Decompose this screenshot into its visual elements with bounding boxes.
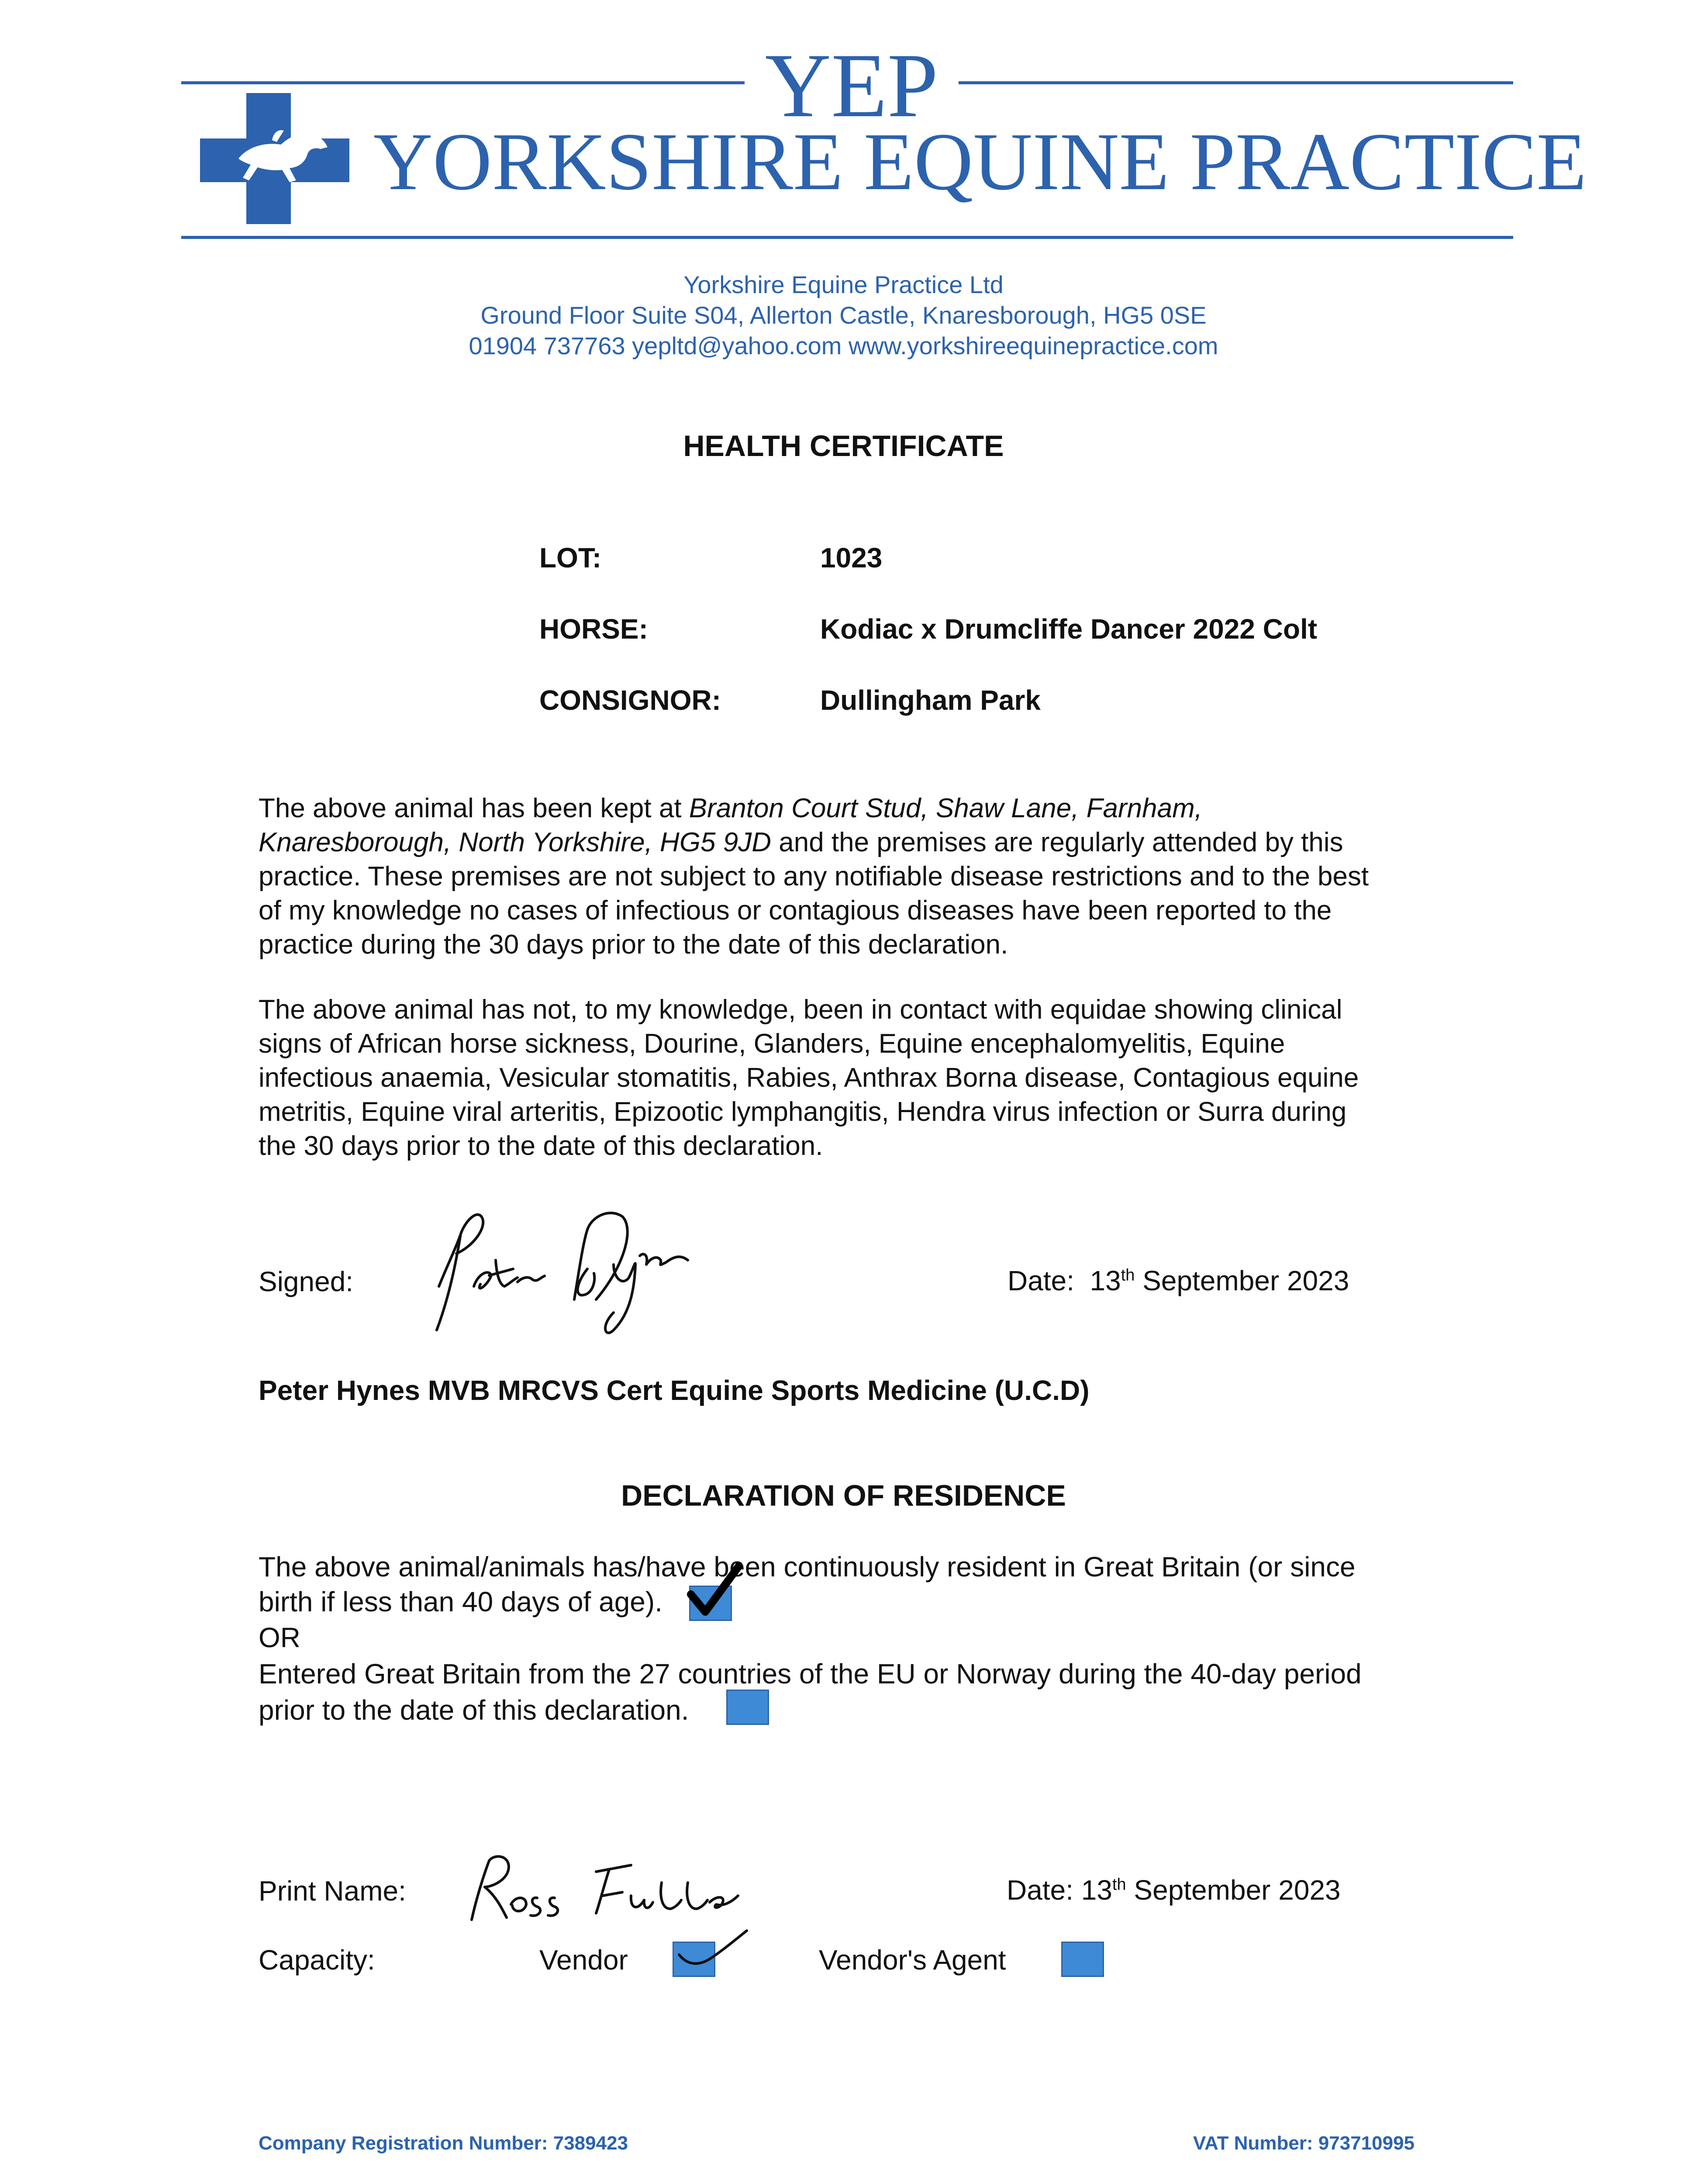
signed-label: Signed: — [259, 1266, 354, 1297]
declaration-option-2-line-2: prior to the date of this declaration. — [259, 1694, 689, 1726]
consignor-value: Dullingham Park — [820, 684, 1041, 716]
header-rule-left — [181, 81, 745, 84]
disease-contact-paragraph: The above animal has not, to my knowledge, been in contact with equidae showing clinical signs of African horse sickness, Dourine, Glanders, Equine encephalomyelitis, Equine infectious anaemia, Vesicular stomatitis, Rabies, Anthrax Borna disease, Contagious equine metritis, Equine viral arteritis, Epizootic lymphangitis, Hendra virus infection or Surra during the 30 days prior to the date of this declaration. — [259, 995, 1359, 1161]
lot-value: 1023 — [820, 542, 883, 574]
certificate-title: HEALTH CERTIFICATE — [683, 429, 1004, 463]
or-separator: OR — [259, 1622, 300, 1653]
vendor-agent-option-label: Vendor's Agent — [819, 1944, 1006, 1976]
tick-icon — [675, 1924, 753, 1985]
declaration-option-2-line-1: Entered Great Britain from the 27 countries of the EU or Norway during the 40-day period — [259, 1658, 1362, 1690]
print-name-label: Print Name: — [259, 1875, 406, 1907]
declaration-option-1-line-2: birth if less than 40 days of age). — [259, 1586, 662, 1617]
declaration-option-1-line-1: The above animal/animals has/have been continuously resident in Great Britain (or since — [259, 1551, 1356, 1583]
entered-gb-checkbox[interactable] — [726, 1690, 769, 1725]
logo-abbreviation: YEP — [765, 35, 938, 136]
company-name: Yorkshire Equine Practice Ltd — [683, 271, 1004, 298]
header-rule-bottom — [181, 236, 1513, 239]
vet-signature — [430, 1199, 718, 1343]
horse-value: Kodiac x Drumcliffe Dancer 2022 Colt — [820, 613, 1318, 645]
vendor-option-label: Vendor — [539, 1944, 628, 1976]
header-rule-right — [959, 81, 1513, 84]
consignor-label: CONSIGNOR: — [539, 684, 721, 716]
tick-icon — [686, 1559, 747, 1621]
vet-name: Peter Hynes MVB MRCVS Cert Equine Sports Medicine (U.C.D) — [259, 1375, 1090, 1406]
company-registration-number: Company Registration Number: 7389423 — [259, 2132, 628, 2154]
vat-number: VAT Number: 973710995 — [1193, 2132, 1415, 2154]
vendor-signature — [465, 1848, 771, 1935]
premises-paragraph: The above animal has been kept at Branton Court Stud, Shaw Lane, Farnham, Knaresborough, North Yorkshire, HG5 9JD and the premises are regularly attended by this practice. These premises are not subject to any notifiable disease restrictions and to the best of my knowledge no cases of infectious or contagious diseases have been reported to the practice during the 30 days prior to the date of this declaration. — [259, 793, 1369, 960]
capacity-label: Capacity: — [259, 1944, 375, 1976]
vendor-agent-checkbox[interactable] — [1061, 1942, 1104, 1977]
lot-label: LOT: — [539, 542, 602, 574]
vendor-signature-date: Date: 13th September 2023 — [1007, 1874, 1341, 1906]
vet-signature-date: Date: 13th September 2023 — [1007, 1265, 1349, 1296]
company-contact: 01904 737763 yepltd@yahoo.com www.yorkshireequinepractice.com — [469, 332, 1218, 359]
horse-cross-icon — [200, 93, 349, 224]
horse-label: HORSE: — [539, 613, 648, 645]
declaration-title: DECLARATION OF RESIDENCE — [621, 1479, 1066, 1512]
company-address: Ground Floor Suite S04, Allerton Castle, Knaresborough, HG5 0SE — [480, 301, 1207, 329]
practice-name-logo: YORKSHIRE EQUINE PRACTICE — [373, 116, 1587, 207]
